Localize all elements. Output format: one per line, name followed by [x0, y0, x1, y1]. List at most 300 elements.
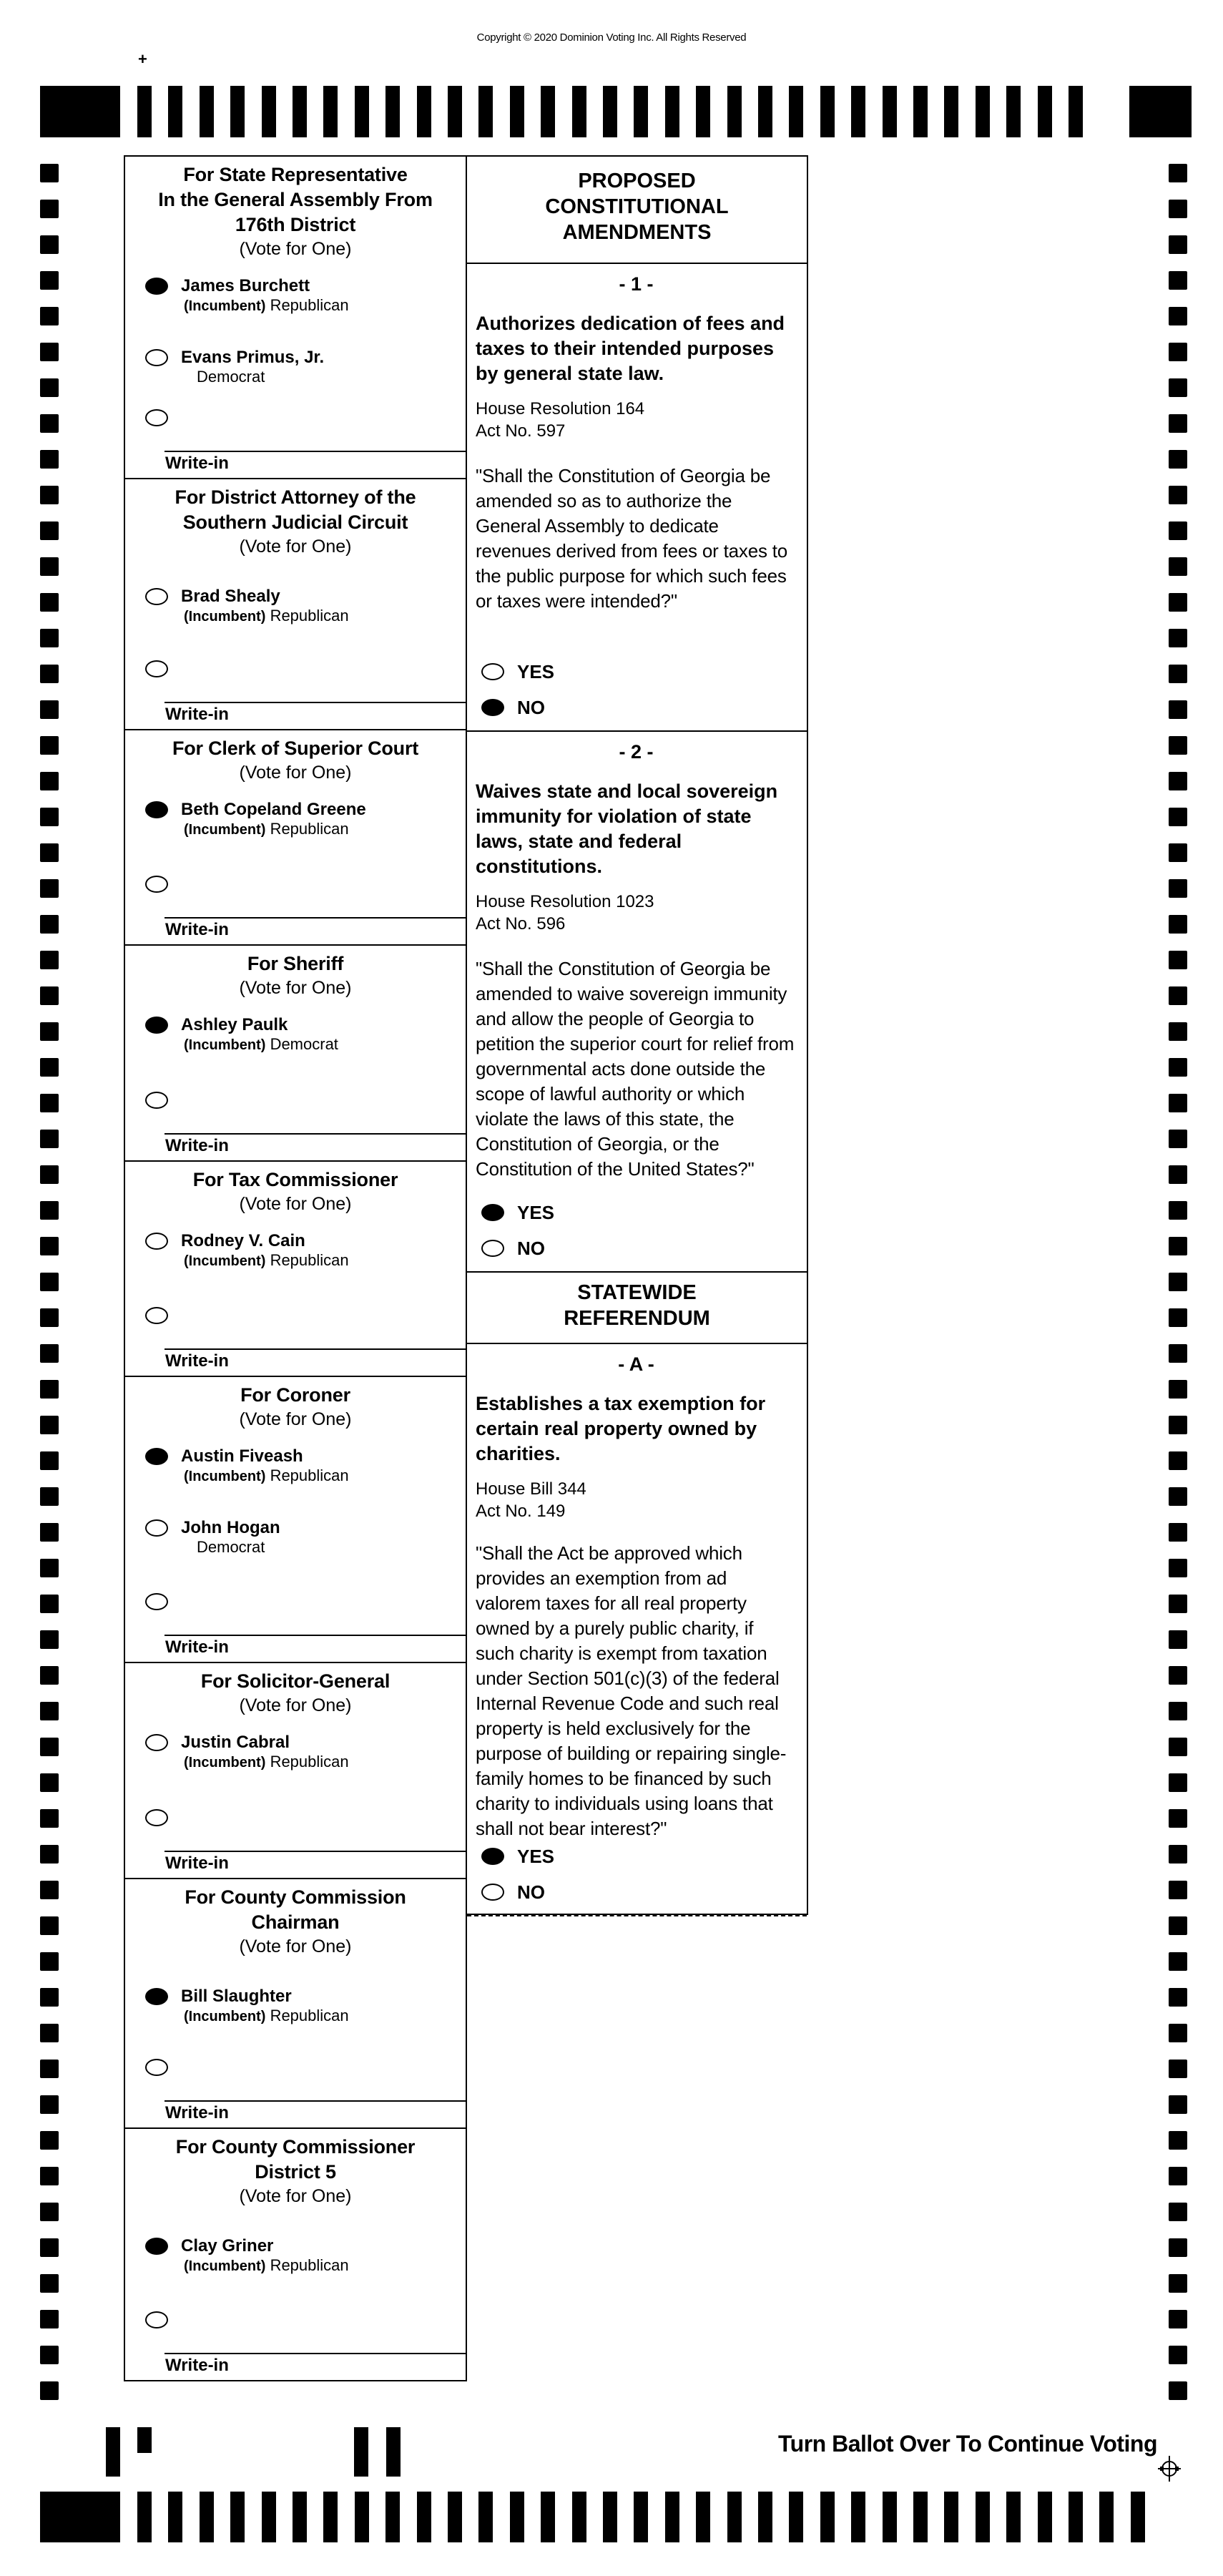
- timing-bar: [603, 2492, 617, 2542]
- incumbent-label: (Incumbent): [184, 2009, 266, 2024]
- empty-oval-icon[interactable]: [145, 1519, 168, 1537]
- candidate-option[interactable]: [139, 1015, 466, 1065]
- timing-bar: [665, 86, 679, 137]
- timing-mark: [1169, 307, 1187, 325]
- timing-bar: [1099, 2492, 1114, 2542]
- writein-label: Write-in: [165, 920, 229, 939]
- timing-mark: [40, 1451, 59, 1470]
- timing-bar: [1069, 86, 1083, 137]
- candidate-affiliation: [197, 368, 265, 386]
- empty-oval-icon[interactable]: [145, 588, 168, 605]
- timing-bar: [696, 86, 710, 137]
- measure-option-yes[interactable]: [476, 1197, 807, 1233]
- timing-mark: [1169, 1881, 1187, 1899]
- timing-mark: [1169, 378, 1187, 397]
- timing-bar: [789, 2492, 803, 2542]
- timing-bar: [448, 2492, 462, 2542]
- timing-bar: [883, 86, 897, 137]
- amendments-header-line: PROPOSED: [578, 170, 696, 192]
- measure-options: [476, 1197, 807, 1268]
- measure-number: - 1 -: [619, 273, 654, 295]
- candidate-option[interactable]: [139, 1446, 466, 1497]
- reference-line: Act No. 149: [476, 1502, 566, 1521]
- candidate-name: Evans Primus, Jr.: [181, 348, 325, 367]
- party-label: Republican: [270, 1251, 349, 1269]
- timing-bar: [478, 86, 493, 137]
- timing-mark: [40, 808, 59, 826]
- timing-mark: [40, 2238, 59, 2257]
- measure-number: - A -: [618, 1353, 654, 1375]
- timing-mark: [40, 1881, 59, 1899]
- timing-mark: [1169, 1308, 1187, 1327]
- writein-label: Write-in: [165, 2103, 229, 2122]
- measure-option-no[interactable]: [476, 1876, 807, 1912]
- timing-mark: [40, 378, 59, 397]
- timing-bar: [293, 86, 307, 137]
- timing-bar: [727, 2492, 742, 2542]
- timing-bar: [137, 2492, 152, 2542]
- party-label: Republican: [270, 607, 349, 625]
- timing-mark: [40, 1058, 59, 1077]
- timing-mark: [1169, 1738, 1187, 1756]
- reference-line: Act No. 597: [476, 421, 566, 441]
- measure-summary: Authorizes dedication of fees and taxes to their intended purposes by general state law.: [476, 313, 785, 384]
- contest-title-line: For Solicitor-General: [200, 1670, 391, 1692]
- empty-oval-icon[interactable]: [481, 1884, 504, 1901]
- timing-mark: [1169, 2310, 1187, 2328]
- timing-mark: [40, 1952, 59, 1971]
- referendum-header-line: REFERENDUM: [564, 1307, 710, 1330]
- candidate-option[interactable]: [139, 800, 466, 850]
- timing-bar: [230, 2492, 245, 2542]
- timing-mark: [40, 2060, 59, 2078]
- timing-bar: [913, 2492, 928, 2542]
- timing-mark: [40, 700, 59, 719]
- timing-mark: [1169, 235, 1187, 254]
- timing-bar: [634, 2492, 648, 2542]
- timing-mark: [40, 2381, 59, 2400]
- measure-question: "Shall the Act be approved which provides an exemption from ad valorem taxes for all real property owned by a purely public charity, if such charity is exempt from taxation under Section 501(c)(3) of the federal Internal Revenue Code and such real property is held exclusively for the purpose of building or repairing single-family homes to be financed by such charity to individuals using loans that shall not bear interest?": [476, 1542, 787, 1839]
- empty-oval-icon[interactable]: [145, 349, 168, 366]
- timing-bar: [385, 2492, 400, 2542]
- timing-bar: [137, 86, 152, 137]
- writein-label: Write-in: [165, 1637, 229, 1657]
- timing-mark: [1169, 1630, 1187, 1649]
- timing-mark: [1169, 486, 1187, 504]
- option-label: YES: [517, 1846, 555, 1867]
- candidate-affiliation: [184, 820, 349, 839]
- timing-mark: [40, 1738, 59, 1756]
- candidate-name: Brad Shealy: [181, 587, 280, 606]
- measure-question: "Shall the Constitution of Georgia be amended so as to authorize the General Assembly to dedicate revenues derived from fees or taxes to the public purpose for which such fees or taxes were intended?": [476, 465, 788, 612]
- timing-bar: [820, 86, 835, 137]
- empty-oval-icon[interactable]: [145, 1307, 168, 1324]
- measure-option-no[interactable]: [476, 1233, 807, 1268]
- timing-mark: [40, 951, 59, 969]
- timing-mark: [1169, 200, 1187, 218]
- incumbent-label: (Incumbent): [184, 298, 266, 314]
- contest-title-line: 176th District: [235, 214, 356, 235]
- timing-bar: [789, 86, 803, 137]
- candidate-affiliation: [184, 1753, 349, 1772]
- timing-mark: [1169, 2060, 1187, 2078]
- timing-mark: [40, 843, 59, 862]
- contest-title: [125, 1162, 466, 1192]
- candidate-name: Austin Fiveash: [181, 1446, 303, 1466]
- timing-mark: [1169, 1130, 1187, 1148]
- timing-mark: [40, 2274, 59, 2293]
- measure-reference: [476, 1478, 797, 1522]
- candidate-name: John Hogan: [181, 1518, 280, 1537]
- contest: [125, 479, 466, 730]
- filled-oval-icon[interactable]: [145, 801, 168, 818]
- timing-mark: [40, 450, 59, 469]
- timing-mark: [1169, 1273, 1187, 1291]
- timing-mark: [1169, 2095, 1187, 2114]
- timing-mark: [40, 2310, 59, 2328]
- timing-mark: [1169, 1845, 1187, 1864]
- contest-title: [125, 730, 466, 761]
- measure-summary: Waives state and local sovereign immunity for violation of state laws, state and federal constitutions.: [476, 780, 778, 877]
- contest-title: [125, 1879, 466, 1935]
- timing-mark: [40, 1380, 59, 1399]
- timing-bar: [355, 2492, 369, 2542]
- writein-line[interactable]: [164, 917, 466, 919]
- ballot-measure: [467, 1344, 807, 1916]
- writein-label: Write-in: [165, 1853, 229, 1873]
- empty-oval-icon[interactable]: [145, 409, 168, 426]
- writein-line[interactable]: [164, 451, 466, 452]
- candidate-name: Clay Griner: [181, 2236, 274, 2256]
- timing-bar: [510, 2492, 524, 2542]
- timing-bar: [385, 86, 400, 137]
- filled-oval-icon[interactable]: [145, 1988, 168, 2005]
- timing-mark: [1169, 736, 1187, 755]
- empty-oval-icon[interactable]: [481, 663, 504, 680]
- candidate-name: Beth Copeland Greene: [181, 800, 366, 819]
- measure-option-no[interactable]: [476, 692, 807, 728]
- measure-question: "Shall the Constitution of Georgia be amended to waive sovereign immunity and allow the people of Georgia to petition the superior court for relief from governmental acts done outside the scope of lawful authority or which violate the laws of this state, the Constitution of Georgia, or the Constitution of the United States?": [476, 958, 795, 1180]
- timing-mark: [1169, 1595, 1187, 1613]
- filled-oval-icon[interactable]: [145, 1017, 168, 1034]
- timing-bar: [1038, 86, 1052, 137]
- timing-mark: [40, 2131, 59, 2150]
- candidate-option[interactable]: [139, 1987, 466, 2037]
- writein-line[interactable]: [164, 702, 466, 703]
- timing-bar: [323, 2492, 338, 2542]
- vote-for-instruction: (Vote for One): [239, 537, 352, 557]
- timing-mark: [40, 2203, 59, 2221]
- timing-block: [1129, 86, 1192, 137]
- vote-for-instruction: (Vote for One): [239, 763, 352, 783]
- contest-title-line: For State Representative: [183, 164, 408, 185]
- timing-mark: [40, 1165, 59, 1184]
- timing-mark: [1169, 1237, 1187, 1255]
- timing-mark: [40, 2095, 59, 2114]
- contest-title-line: For Sheriff: [247, 953, 344, 974]
- empty-oval-icon[interactable]: [145, 2311, 168, 2328]
- timing-mark: [1169, 1773, 1187, 1792]
- timing-mark: [40, 1916, 59, 1935]
- timing-mark: [40, 1022, 59, 1041]
- timing-mark: [1169, 1988, 1187, 2007]
- timing-mark: [1169, 1916, 1187, 1935]
- empty-oval-icon[interactable]: [145, 1809, 168, 1826]
- writein-label: Write-in: [165, 454, 229, 473]
- timing-bar: [541, 86, 555, 137]
- empty-oval-icon[interactable]: [145, 660, 168, 677]
- timing-bar: [200, 2492, 214, 2542]
- timing-mark: [1169, 2024, 1187, 2042]
- contest-title-line: For County Commissioner: [175, 2136, 416, 2158]
- timing-mark: [40, 557, 59, 576]
- candidate-name: James Burchett: [181, 276, 310, 295]
- timing-mark: [1169, 593, 1187, 612]
- filled-oval-icon[interactable]: [145, 278, 168, 295]
- timing-bar: [417, 2492, 431, 2542]
- candidate-option[interactable]: [139, 1733, 466, 1783]
- timing-mark: [40, 915, 59, 934]
- writein-line[interactable]: [164, 1348, 466, 1350]
- timing-mark: [1169, 521, 1187, 540]
- timing-mark: [40, 593, 59, 612]
- timing-mark: [1169, 986, 1187, 1005]
- empty-oval-icon[interactable]: [145, 1734, 168, 1751]
- amendments-header: [467, 157, 807, 264]
- timing-bar: [820, 2492, 835, 2542]
- candidate-affiliation: [184, 1251, 349, 1270]
- party-label: Republican: [270, 2007, 349, 2024]
- incumbent-label: (Incumbent): [184, 822, 266, 838]
- timing-mark: [1169, 1022, 1187, 1041]
- timing-mark: [40, 414, 59, 433]
- timing-mark: [1169, 700, 1187, 719]
- writein-line[interactable]: [164, 1133, 466, 1135]
- timing-bar: [1006, 86, 1021, 137]
- timing-bar: [851, 2492, 865, 2542]
- timing-bar: [758, 2492, 772, 2542]
- timing-mark: [40, 271, 59, 290]
- candidate-affiliation: [184, 2256, 349, 2276]
- measure-reference: [476, 891, 797, 935]
- timing-mark: [1169, 2131, 1187, 2150]
- reference-line: House Resolution 1023: [476, 892, 654, 911]
- writein-line[interactable]: [164, 1635, 466, 1636]
- candidate-option[interactable]: [139, 1231, 466, 1281]
- timing-bar: [355, 86, 369, 137]
- contest: [125, 1377, 466, 1663]
- timing-bar: [168, 2492, 182, 2542]
- measure-options: [476, 1841, 807, 1912]
- id-mark: [137, 2427, 152, 2453]
- party-label: Democrat: [197, 1538, 265, 1556]
- timing-bar: [758, 86, 772, 137]
- empty-oval-icon[interactable]: [145, 876, 168, 893]
- timing-mark: [40, 1773, 59, 1792]
- id-mark: [386, 2427, 401, 2477]
- writein-line[interactable]: [164, 2353, 466, 2354]
- candidate-option[interactable]: [139, 276, 466, 326]
- measure-options: [476, 656, 807, 728]
- contest-title-line: For Coroner: [240, 1384, 350, 1406]
- timing-bar: [696, 2492, 710, 2542]
- timing-mark: [40, 1273, 59, 1291]
- timing-bar: [944, 2492, 958, 2542]
- timing-mark: [40, 629, 59, 647]
- timing-bar: [1069, 2492, 1083, 2542]
- party-label: Democrat: [270, 1035, 338, 1053]
- contest-title: [125, 479, 466, 535]
- referendum-header-line: STATEWIDE: [577, 1281, 697, 1304]
- contest-title-line: For Tax Commissioner: [192, 1169, 398, 1190]
- timing-mark: [1169, 2238, 1187, 2257]
- writein-label: Write-in: [165, 705, 229, 724]
- id-mark: [106, 2427, 120, 2477]
- timing-bar: [883, 2492, 897, 2542]
- candidate-name: Justin Cabral: [181, 1733, 290, 1752]
- vote-for-instruction: (Vote for One): [239, 978, 352, 998]
- timing-mark: [40, 1201, 59, 1220]
- party-label: Republican: [270, 820, 349, 838]
- measure-number: - 2 -: [619, 741, 654, 763]
- timing-mark: [1169, 164, 1187, 182]
- timing-bar: [230, 86, 245, 137]
- candidate-option[interactable]: [139, 1518, 466, 1568]
- ballot-measure: [467, 264, 807, 732]
- candidate-option[interactable]: [139, 348, 466, 398]
- timing-mark: [40, 1595, 59, 1613]
- contest-title-line: For District Attorney of the: [175, 486, 416, 508]
- empty-oval-icon[interactable]: [481, 1240, 504, 1257]
- measure-option-yes[interactable]: [476, 1841, 807, 1876]
- contest: [125, 1663, 466, 1879]
- timing-mark: [1169, 2346, 1187, 2364]
- contests-column: [124, 155, 467, 2381]
- empty-oval-icon[interactable]: [145, 2059, 168, 2076]
- timing-bar: [572, 2492, 586, 2542]
- timing-bar: [323, 86, 338, 137]
- contest-title-line: Chairman: [251, 1911, 340, 1933]
- empty-oval-icon[interactable]: [145, 1233, 168, 1250]
- filled-oval-icon[interactable]: [481, 1204, 504, 1221]
- contest-title-line: For County Commission: [185, 1886, 406, 1908]
- timing-mark: [1169, 665, 1187, 683]
- filled-oval-icon[interactable]: [145, 2238, 168, 2255]
- candidate-affiliation: [184, 2007, 349, 2026]
- timing-mark: [40, 1559, 59, 1577]
- party-label: Republican: [270, 2256, 349, 2274]
- incumbent-label: (Incumbent): [184, 1469, 266, 1484]
- timing-mark: [1169, 1058, 1187, 1077]
- party-label: Democrat: [197, 368, 265, 386]
- timing-bar: [200, 86, 214, 137]
- candidate-name: Bill Slaughter: [181, 1987, 292, 2006]
- writein-label: Write-in: [165, 1351, 229, 1371]
- candidate-option[interactable]: [139, 2236, 466, 2286]
- writein-label: Write-in: [165, 1136, 229, 1155]
- reference-line: House Resolution 164: [476, 399, 645, 418]
- timing-mark: [1169, 951, 1187, 969]
- timing-mark: [40, 1630, 59, 1649]
- timing-mark: [40, 1988, 59, 2007]
- vote-for-instruction: (Vote for One): [239, 1695, 352, 1715]
- contest: [125, 2129, 466, 2381]
- timing-bar: [541, 2492, 555, 2542]
- timing-mark: [1169, 450, 1187, 469]
- vote-for-instruction: (Vote for One): [239, 1194, 352, 1214]
- timing-mark: [1169, 1559, 1187, 1577]
- vote-for-instruction: (Vote for One): [239, 239, 352, 259]
- timing-mark: [40, 665, 59, 683]
- timing-bar: [572, 86, 586, 137]
- contest: [125, 730, 466, 946]
- timing-mark: [1169, 915, 1187, 934]
- party-label: Republican: [270, 296, 349, 314]
- candidate-affiliation: [184, 607, 349, 626]
- empty-oval-icon[interactable]: [145, 1092, 168, 1109]
- measure-option-yes[interactable]: [476, 656, 807, 692]
- filled-oval-icon[interactable]: [481, 699, 504, 716]
- timing-bar: [944, 86, 958, 137]
- contest: [125, 157, 466, 479]
- timing-mark: [1169, 1487, 1187, 1506]
- measure-reference: [476, 398, 797, 442]
- timing-mark: [40, 486, 59, 504]
- timing-bar: [727, 86, 742, 137]
- writein-line[interactable]: [164, 1851, 466, 1852]
- filled-oval-icon[interactable]: [481, 1848, 504, 1865]
- timing-mark: [40, 1845, 59, 1864]
- timing-mark: [40, 164, 59, 182]
- writein-line[interactable]: [164, 2100, 466, 2102]
- timing-mark: [40, 1094, 59, 1112]
- candidate-affiliation: [184, 1035, 338, 1054]
- timing-mark: [1169, 1380, 1187, 1399]
- timing-mark: [1169, 414, 1187, 433]
- amendments-header-line: AMENDMENTS: [562, 221, 712, 244]
- timing-bar: [478, 2492, 493, 2542]
- timing-mark: [40, 1237, 59, 1255]
- timing-mark: [40, 1523, 59, 1542]
- timing-bar: [1038, 2492, 1052, 2542]
- timing-bar: [510, 86, 524, 137]
- empty-oval-icon[interactable]: [145, 1593, 168, 1610]
- timing-bar: [262, 2492, 276, 2542]
- timing-mark: [40, 772, 59, 790]
- filled-oval-icon[interactable]: [145, 1448, 168, 1465]
- incumbent-label: (Incumbent): [184, 1253, 266, 1269]
- timing-bar: [417, 86, 431, 137]
- party-label: Republican: [270, 1753, 349, 1771]
- candidate-name: Rodney V. Cain: [181, 1231, 305, 1250]
- timing-bar: [976, 86, 990, 137]
- candidate-option[interactable]: [139, 587, 466, 637]
- party-label: Republican: [270, 1466, 349, 1484]
- vote-for-instruction: (Vote for One): [239, 2186, 352, 2206]
- candidate-affiliation: [197, 1538, 265, 1557]
- timing-mark: [40, 879, 59, 898]
- timing-mark: [1169, 1201, 1187, 1220]
- contest-title: [125, 1663, 466, 1694]
- contest: [125, 1162, 466, 1377]
- timing-mark: [40, 736, 59, 755]
- option-label: NO: [517, 1238, 545, 1259]
- timing-bar: [913, 86, 928, 137]
- timing-mark: [40, 2346, 59, 2364]
- timing-bar: [1131, 2492, 1145, 2542]
- timing-mark: [40, 521, 59, 540]
- timing-mark: [40, 2024, 59, 2042]
